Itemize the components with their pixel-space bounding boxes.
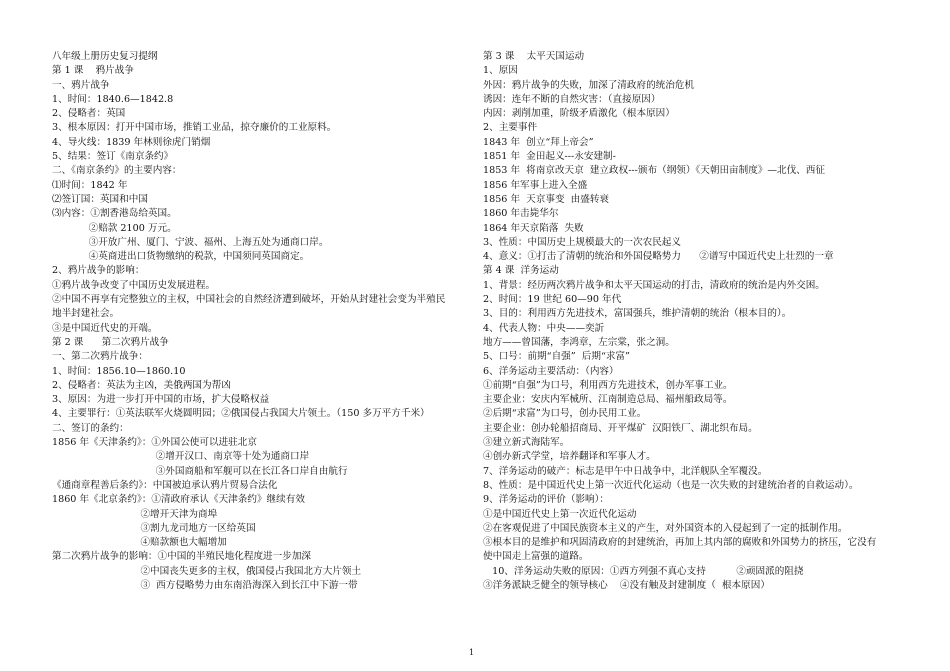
text-line: 4、代表人物：中央——奕訢 — [483, 322, 605, 334]
right-column — [483, 50, 903, 593]
text-line: 1、时间：1840.6—1842.8 — [52, 93, 174, 105]
text-line: 6、洋务运动主要活动：（内容） — [483, 365, 619, 377]
text-line: ⑴时间：1842 年 — [52, 179, 128, 191]
text-line: 1856 年军事上进入全盛 — [483, 179, 588, 191]
text-line: 《通商章程善后条约》：中国被迫承认鸦片贸易合法化 — [52, 479, 278, 491]
text-line: 主要企业：安庆内军械所、江南制造总局、福州船政局等。 — [483, 394, 733, 406]
text-line: 1、背景：经历两次鸦片战争和太平天国运动的打击，清政府的统治是内外交困。 — [483, 279, 825, 291]
text-line: ⑶内容：①割香港岛给英国。 — [52, 208, 177, 220]
text-line: 7、洋务运动的破产：标志是甲午中日战争中，北洋舰队全军覆没。 — [483, 465, 768, 477]
text-line: 2、主要事件 — [483, 122, 538, 134]
text-line: 1、时间：1856.10—1860.10 — [52, 365, 186, 377]
text-line: 第 1 课 鸦片战争 — [52, 65, 134, 77]
text-line: ①鸦片战争改变了中国历史发展进程。 — [52, 279, 216, 291]
text-line: 第二次鸦片战争的影响：①中国的半殖民地化程度进一步加深 — [52, 551, 312, 563]
text-line: ③根本目的是维护和巩固清政府的封建统治，再加上其内部的腐败和外国势力的挤压，它没有 — [483, 537, 877, 549]
text-line: 诱因：连年不断的自然灾害：（直接原因） — [483, 93, 661, 105]
text-line: ②中国不再享有完整独立的主权，中国社会的自然经济遭到破坏，开始从封建社会变为半殖民 — [52, 294, 446, 306]
text-line: ②后期“求富”为口号，创办民用工业。 — [483, 408, 647, 420]
text-line: 3、原因：为进一步打开中国的市场，扩大侵略权益 — [52, 394, 270, 406]
text-line: 1860 年《北京条约》：①清政府承认《天津条约》继续有效 — [52, 494, 305, 506]
text-line: 3、性质：中国历史上规模最大的一次农民起义 — [483, 236, 681, 248]
text-line: 3、目的：利用西方先进技术，富国强兵，维护清朝的统治（根本目的）。 — [483, 308, 792, 320]
text-line: 1864 年天京陷落 失败 — [483, 222, 584, 234]
text-line: 10、洋务运动失败的原因：①西方列强不真心支持 ②顽固派的阻挠 — [483, 565, 804, 577]
text-line: ①前期“自强”为口号，利用西方先进技术，创办军事工业。 — [483, 379, 733, 391]
text-line: 4、意义：①打击了清朝的统治和外国侵略势力 ②谱写中国近代史上壮烈的一章 — [483, 251, 834, 263]
text-line: 1、原因 — [483, 65, 518, 77]
text-line: 2、鸦片战争的影响： — [52, 265, 145, 277]
text-line: 2、侵略者：英国 — [52, 108, 126, 120]
text-line: ③开放广州、厦门、宁波、福州、上海五处为通商口岸。 — [52, 236, 329, 248]
text-line: 4、导火线：1839 年林则徐虎门销烟 — [52, 136, 211, 148]
text-line: 第 3 课 太平天国运动 — [483, 51, 585, 62]
text-line: 使中国走上富强的道路。 — [483, 551, 589, 563]
text-line: 主要企业：创办轮船招商局、开平煤矿 汉阳铁厂、湖北织布局。 — [483, 422, 758, 434]
text-line: ③洋务派缺乏健全的领导核心 ④没有触及封建制度（ 根本原因） — [483, 579, 770, 591]
text-line: ④英商进出口货物缴纳的税款，中国须同英国商定。 — [52, 251, 310, 263]
text-line: ①是中国近代史上第一次近代化运动 — [483, 508, 637, 520]
text-line: 5、结果：签订《南京条约》 — [52, 151, 174, 163]
text-line: ②增开天津为商埠 — [52, 508, 218, 520]
text-line: ②在客观促进了中国民族资本主义的产生，对外国资本的入侵起到了一定的抵制作用。 — [483, 522, 848, 534]
text-line: ④创办新式学堂，培养翻译和军事人才。 — [483, 451, 656, 463]
text-line: 8、性质：是中国近代史上第一次近代化运动（也是一次失败的封建统治者的自救运动）。 — [483, 479, 859, 491]
text-line: 内因：剥削加重，阶级矛盾激化（根本原因） — [483, 108, 675, 120]
text-line: ②赔款 2100 万元。 — [52, 222, 177, 234]
text-line: 地方——曾国藩，李鸿章，左宗棠，张之洞。 — [483, 336, 675, 348]
text-line: 外因：鸦片战争的失败，加深了清政府的统治危机 — [483, 79, 695, 91]
text-line: 1856 年 天京事变 由盛转衰 — [483, 193, 610, 205]
text-line: 1856 年《天津条约》：①外国公使可以进驻北京 — [52, 437, 257, 449]
text-line: ③割九龙司地方一区给英国 — [52, 522, 256, 534]
text-line: 1851 年 金田起义---永安建制- — [483, 151, 616, 163]
text-line: 一、鸦片战争 — [52, 79, 110, 91]
text-line: 2、时间：19 世纪 60—90 年代 — [483, 294, 622, 306]
text-line: ③ 西方侵略势力由东南沿海深入到长江中下游一带 — [52, 579, 358, 591]
text-line: ③是中国近代史的开端。 — [52, 322, 158, 334]
text-line: 9、洋务运动的评价（影响）： — [483, 494, 610, 506]
text-line: 3、根本原因：打开中国市场，推销工业品，掠夺廉价的工业原料。 — [52, 122, 337, 134]
text-line: 2、侵略者：英法为主凶，美俄两国为帮凶 — [52, 379, 231, 391]
page-number: 1 — [469, 648, 475, 657]
text-line: 5、口号：前期“自强” 后期“求富” — [483, 351, 630, 363]
text-line: ③外国商船和军舰可以在长江各口岸自由航行 — [52, 465, 348, 477]
text-line: 一、第二次鸦片战争： — [52, 351, 148, 363]
text-line: 1843 年 创立“拜上帝会” — [483, 136, 594, 148]
text-line: ⑵签订国：英国和中国 — [52, 193, 148, 205]
text-line: 第 4 课 洋务运动 — [483, 265, 559, 277]
text-line: 八年级上册历史复习提纲 — [52, 51, 158, 62]
text-line: ④赔款额也大幅增加 — [52, 537, 227, 549]
text-line: 第 2 课 第二次鸦片战争 — [52, 336, 169, 348]
text-line: ②中国丧失更多的主权，俄国侵占我国北方大片领土 — [52, 565, 362, 577]
text-line: 二、《南京条约》的主要内容： — [52, 165, 182, 177]
text-line: ③建立新式海陆军。 — [483, 437, 570, 449]
text-line: 地半封建社会。 — [52, 308, 120, 320]
left-column — [52, 50, 470, 593]
text-line: 1853 年 将南京改天京 建立政权---颁布（纲领）《天朝田亩制度》—北伐、西征 — [483, 165, 825, 177]
text-line: ②增开汉口、南京等十处为通商口岸 — [52, 451, 310, 463]
text-line: 1860 年击毙华尔 — [483, 208, 559, 220]
text-line: 4、主要罪行：①英法联军火烧圆明园；②俄国侵占我国大片领土。（150 多万平方千米） — [52, 408, 430, 420]
text-line: 二、签订的条约： — [52, 422, 129, 434]
